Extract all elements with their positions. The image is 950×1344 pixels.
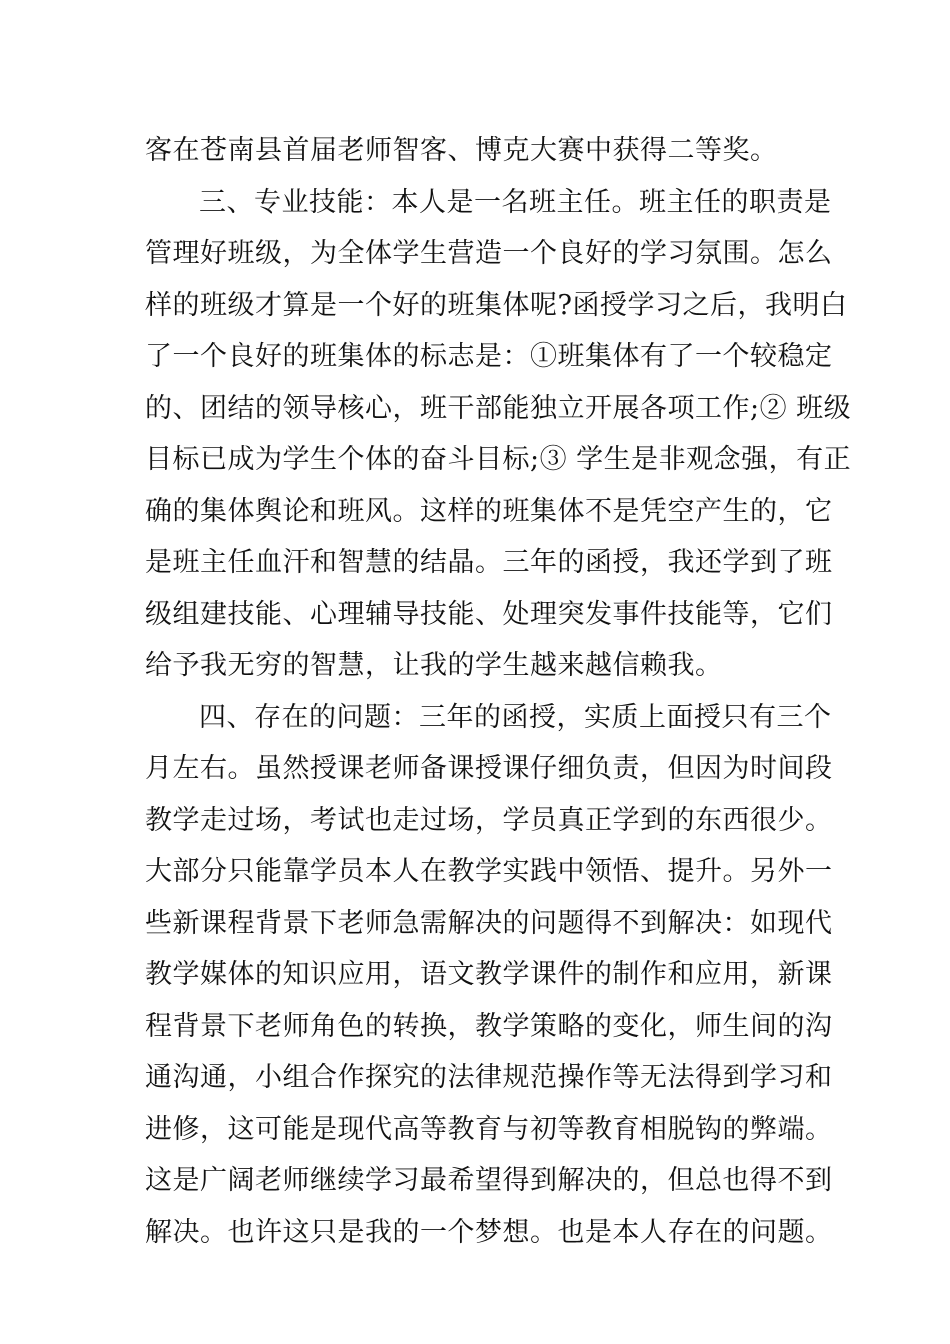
paragraph-first-line: 三、专业技能：本人是一名班主任。班主任的职责是 <box>199 186 832 218</box>
text-line: 样的班级才算是一个好的班集体呢?函授学习之后，我明白 <box>145 289 848 321</box>
text-line: 给予我无穷的智慧，让我的学生越来越信赖我。 <box>145 650 723 681</box>
text-line: 客在苍南县首届老师智客、博克大赛中获得二等奖。 <box>145 135 778 166</box>
text-line: 解决。也许这只是我的一个梦想。也是本人存在的问题。 <box>145 1216 833 1248</box>
text-line: 些新课程背景下老师急需解决的问题得不到解决：如现代 <box>145 907 833 939</box>
text-line: 教学走过场，考试也走过场，学员真正学到的东西很少。 <box>145 804 833 836</box>
paragraph-first-line: 四、存在的问题：三年的函授，实质上面授只有三个 <box>199 701 832 733</box>
text-line: 月左右。虽然授课老师备课授课仔细负责，但因为时间段 <box>145 753 833 784</box>
text-line: 大部分只能靠学员本人在教学实践中领悟、提升。另外一 <box>145 856 833 887</box>
text-line: 进修，这可能是现代高等教育与初等教育相脱钩的弊端。 <box>145 1113 833 1145</box>
text-line: 这是广阔老师继续学习最希望得到解决的，但总也得不到 <box>145 1165 833 1196</box>
text-line: 教学媒体的知识应用，语文教学课件的制作和应用，新课 <box>145 959 833 990</box>
text-line: 的、团结的领导核心，班干部能独立开展各项工作;② 班级 <box>145 392 852 424</box>
text-line: 程背景下老师角色的转换，教学策略的变化，师生间的沟 <box>145 1010 833 1042</box>
text-line: 是班主任血汗和智慧的结晶。三年的函授，我还学到了班 <box>145 547 833 578</box>
text-line: 目标已成为学生个体的奋斗目标;③ 学生是非观念强，有正 <box>145 444 852 475</box>
text-line: 管理好班级，为全体学生营造一个良好的学习氛围。怎么 <box>145 238 833 269</box>
text-line: 级组建技能、心理辅导技能、处理突发事件技能等，它们 <box>145 598 833 630</box>
text-line: 了一个良好的班集体的标志是：①班集体有了一个较稳定 <box>145 341 833 372</box>
text-line: 确的集体舆论和班风。这样的班集体不是凭空产生的，它 <box>145 495 833 527</box>
body-text <box>145 125 852 1258</box>
text-line: 通沟通，小组合作探究的法律规范操作等无法得到学习和 <box>145 1062 833 1093</box>
